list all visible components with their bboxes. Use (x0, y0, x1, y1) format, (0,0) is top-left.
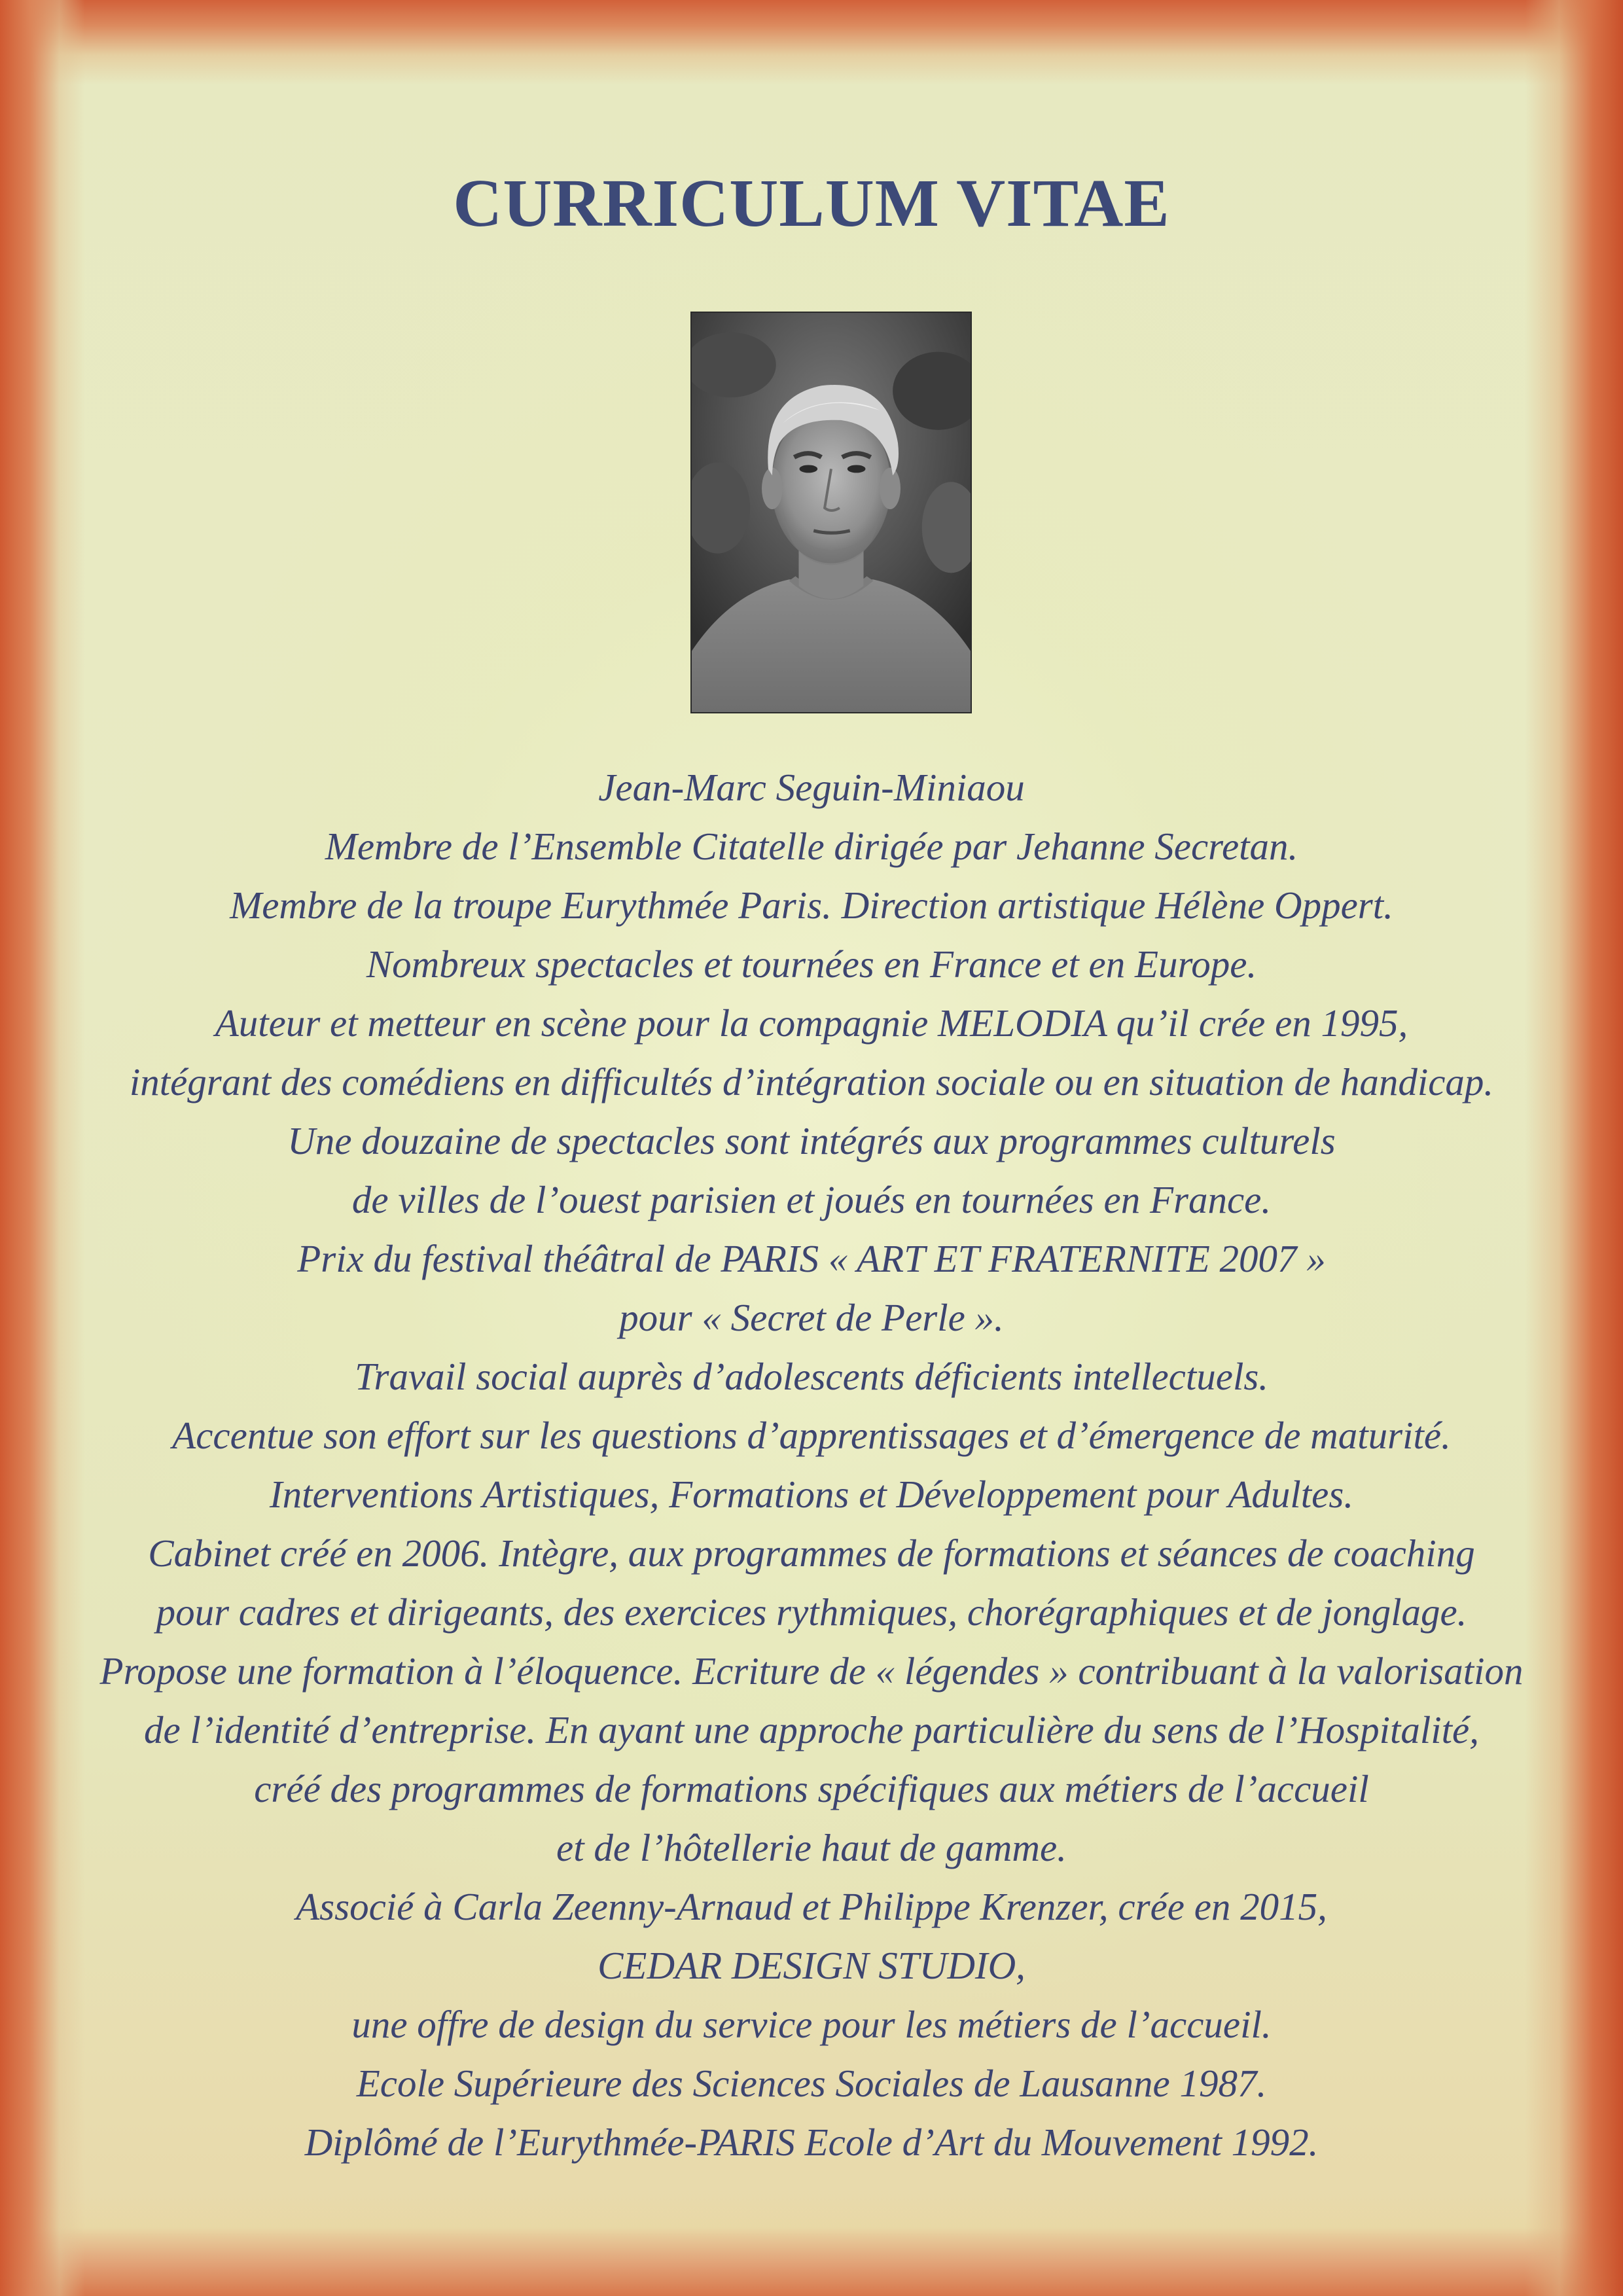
bio-line: de l’identité d’entreprise. En ayant une approche particulière du sens de l’Hospitalité, (144, 1708, 1479, 1751)
bio-line: Auteur et metteur en scène pour la compagnie MELODIA qu’il crée en 1995, (215, 1001, 1408, 1045)
bio-line: une offre de design du service pour les métiers de l’accueil. (351, 2003, 1272, 2046)
bio-line: créé des programmes de formations spécifiques aux métiers de l’accueil (254, 1767, 1369, 1810)
bio-line: Propose une formation à l’éloquence. Ecriture de « légendes » contribuant à la valorisation (99, 1649, 1524, 1693)
page-title: CURRICULUM VITAE (453, 166, 1170, 241)
biography-text (52, 758, 1571, 2172)
portrait-image (692, 313, 971, 712)
bio-line: et de l’hôtellerie haut de gamme. (556, 1826, 1067, 1869)
bio-line: Une douzaine de spectacles sont intégrés aux programmes culturels (287, 1119, 1336, 1162)
bio-line: Diplômé de l’Eurythmée-PARIS Ecole d’Art du Mouvement 1992. (304, 2121, 1319, 2164)
bio-line: Associé à Carla Zeenny-Arnaud et Philippe Krenzer, crée en 2015, (296, 1885, 1327, 1928)
bio-line-name: Jean-Marc Seguin-Miniaou (598, 766, 1025, 809)
bio-line: Cabinet créé en 2006. Intègre, aux programmes de formations et séances de coaching (148, 1532, 1475, 1575)
aged-border-top (0, 0, 1623, 85)
bio-line: Accentue son effort sur les questions d’apprentissages et d’émergence de maturité. (172, 1414, 1451, 1457)
bio-line: pour cadres et dirigeants, des exercices rythmiques, chorégraphiques et de jonglage. (156, 1590, 1467, 1634)
bio-line: Prix du festival théâtral de PARIS « ART ET FRATERNITE 2007 » (297, 1237, 1326, 1280)
bio-line: de villes de l’ouest parisien et joués en tournées en France. (351, 1178, 1272, 1221)
bio-line: Ecole Supérieure des Sciences Sociales de Lausanne 1987. (356, 2062, 1267, 2105)
bio-line: pour « Secret de Perle ». (619, 1296, 1004, 1339)
aged-border-bottom (0, 2198, 1623, 2296)
bio-line: intégrant des comédiens en difficultés d’intégration sociale ou en situation de handicap. (129, 1060, 1494, 1103)
portrait-photo (690, 312, 972, 713)
bio-line: Travail social auprès d’adolescents déficients intellectuels. (354, 1355, 1269, 1398)
bio-line: CEDAR DESIGN STUDIO, (597, 1944, 1026, 1987)
bio-line: Interventions Artistiques, Formations et Développement pour Adultes. (269, 1473, 1354, 1516)
bio-line: Membre de l’Ensemble Citatelle dirigée par Jehanne Secretan. (325, 825, 1298, 868)
bio-line: Nombreux spectacles et tournées en France et en Europe. (366, 942, 1257, 986)
bio-line: Membre de la troupe Eurythmée Paris. Direction artistique Hélène Oppert. (230, 884, 1393, 927)
